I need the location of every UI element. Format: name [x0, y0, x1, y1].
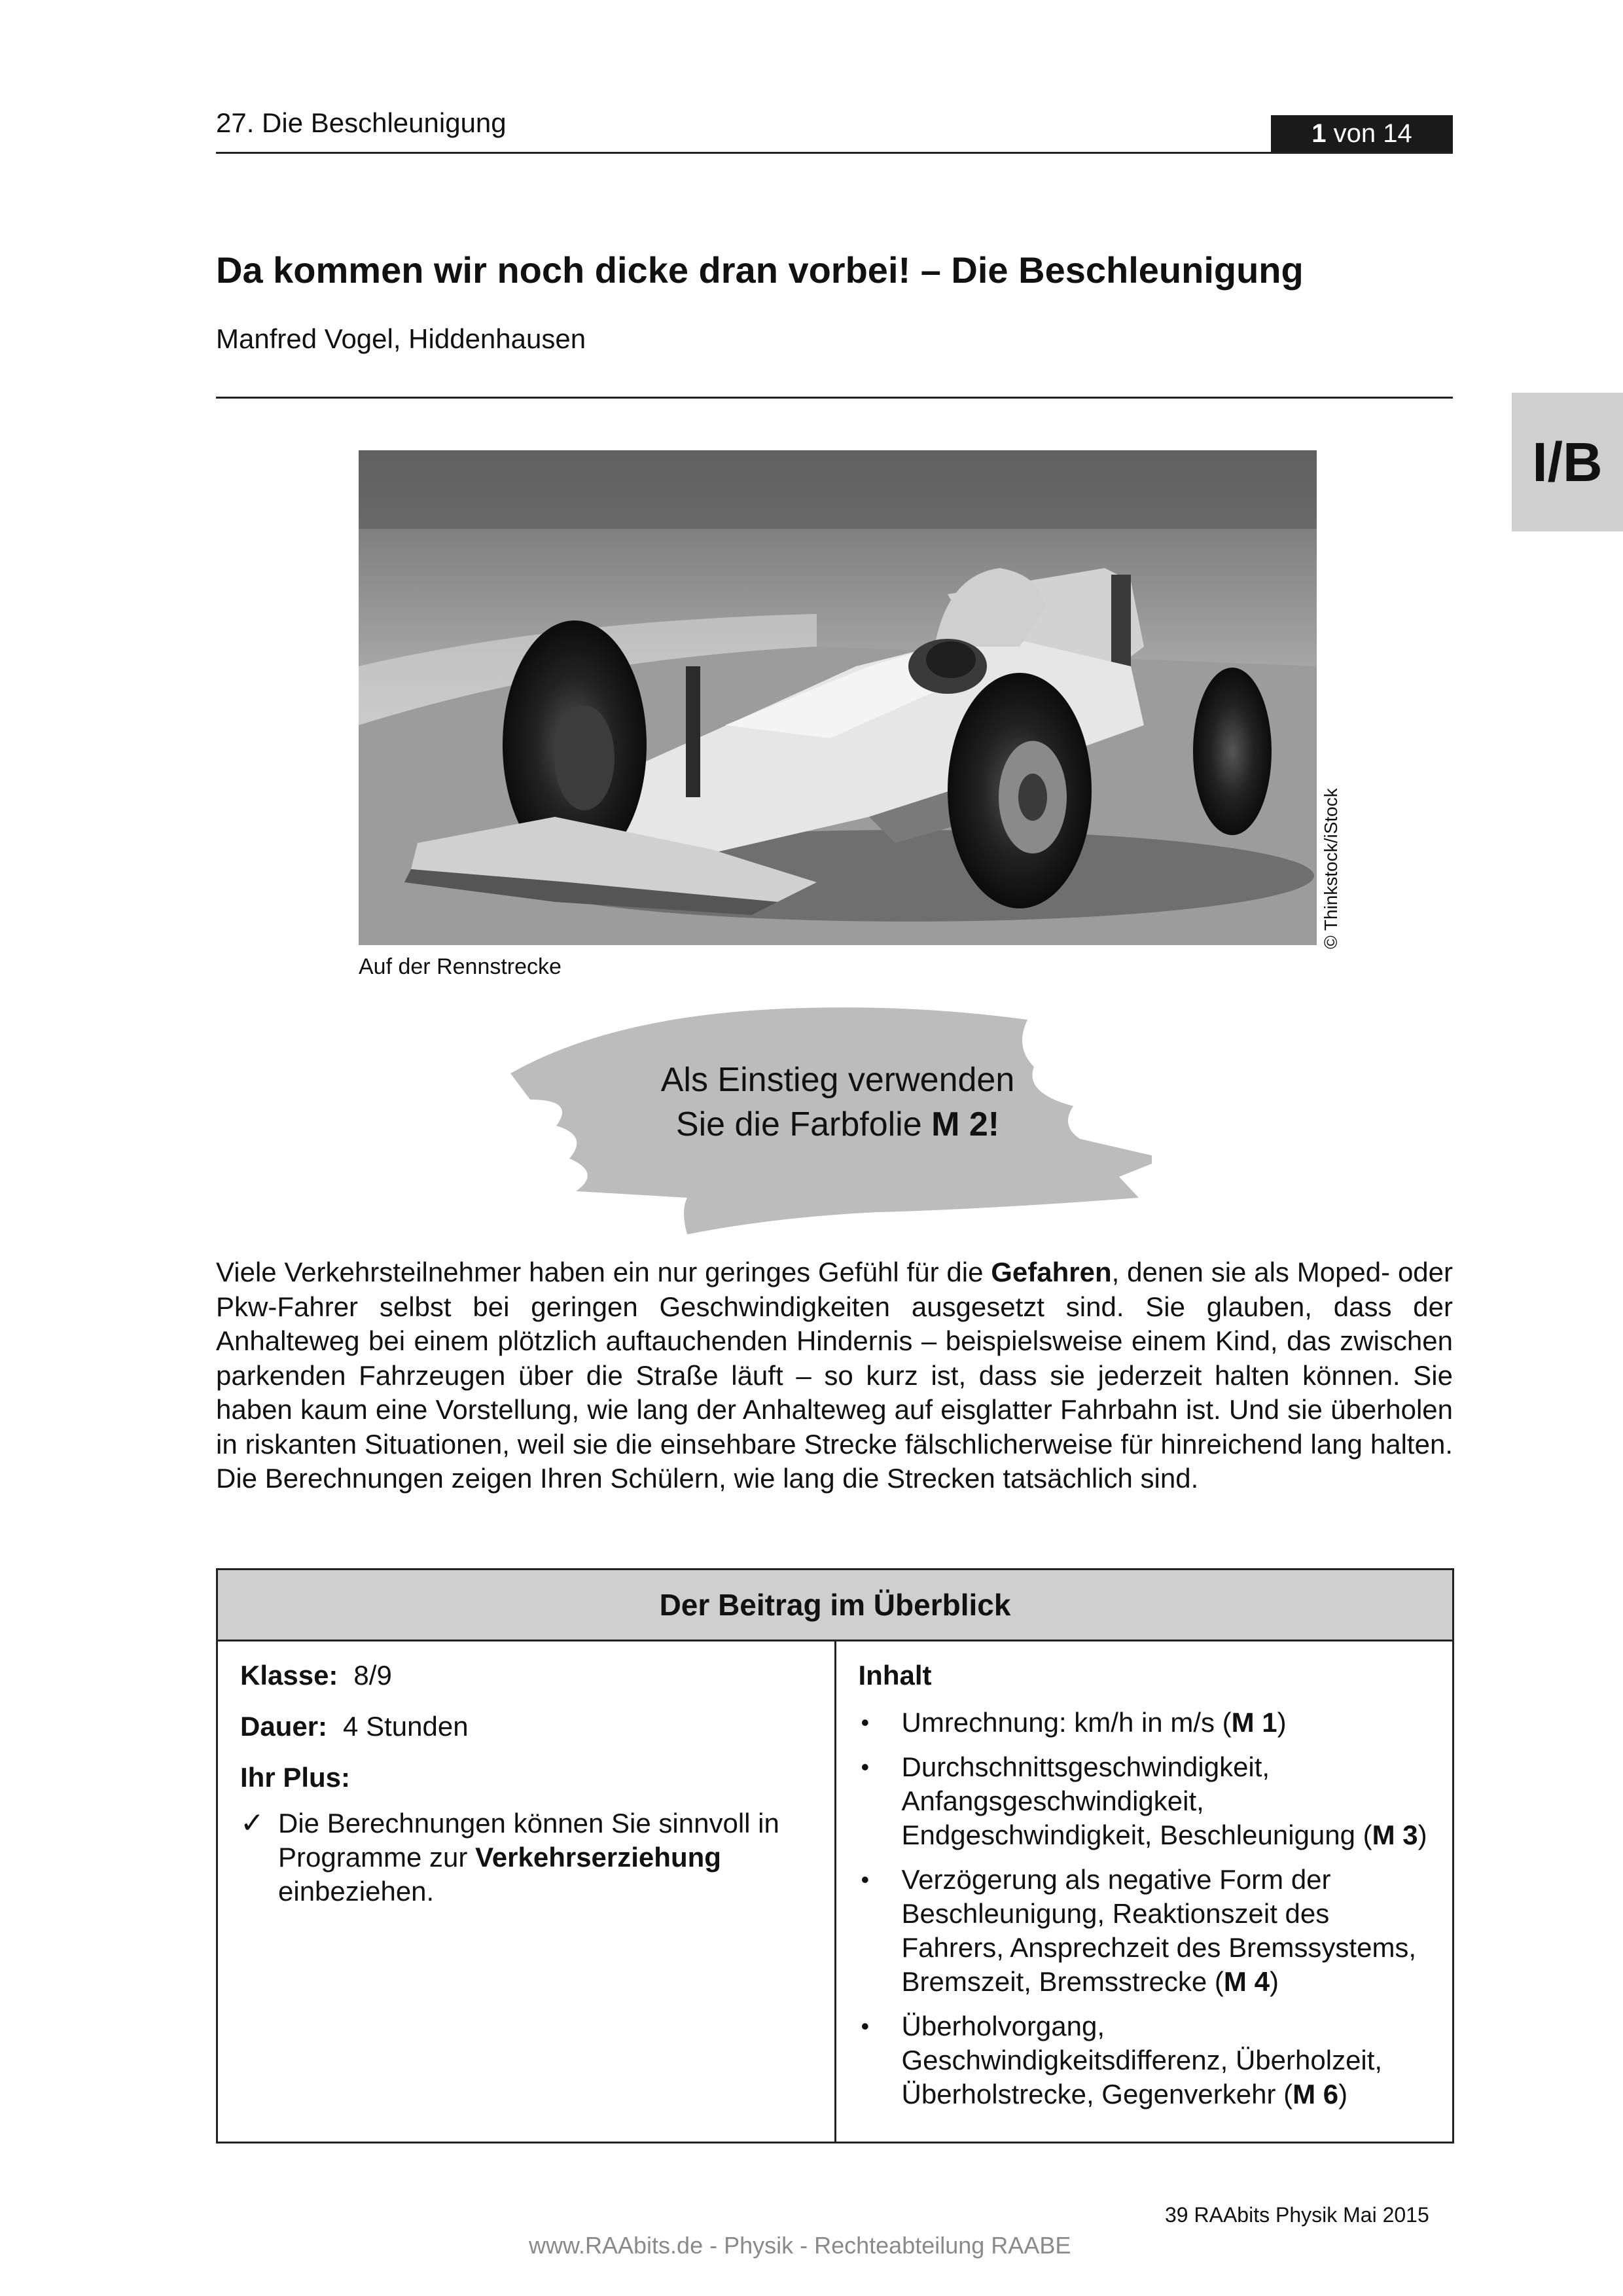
intro-paragraph	[216, 1255, 1453, 1496]
bullet-icon: •	[861, 2013, 870, 2039]
inhalt-item-text: Überholvorgang, Geschwindigkeitsdifferenz, Überholzeit, Überholstrecke, Gegenverkehr (	[901, 2011, 1383, 2109]
race-car-illustration	[359, 450, 1317, 945]
plus-text-1: Die Berechnungen können Sie sinnvoll in Programme zur	[278, 1808, 779, 1873]
plus-text	[278, 1806, 812, 1909]
inhalt-item-end: )	[1269, 1966, 1279, 1997]
race-car-photo	[359, 450, 1317, 945]
dauer-row	[240, 1711, 812, 1742]
page-total: von 14	[1333, 119, 1412, 148]
bullet-icon: •	[861, 1866, 870, 1893]
page-current: 1	[1311, 119, 1327, 148]
dauer-label: Dauer:	[240, 1711, 328, 1742]
inhalt-item-text: Umrechnung: km/h in m/s (	[901, 1707, 1232, 1738]
inhalt-list	[859, 1706, 1431, 2111]
inhalt-item-ref: M 3	[1372, 1820, 1418, 1850]
inhalt-item-end: )	[1418, 1820, 1427, 1850]
inhalt-item-ref: M 4	[1223, 1966, 1270, 1997]
inhalt-item-ref: M 1	[1231, 1707, 1277, 1738]
inhalt-item-end: )	[1277, 1707, 1287, 1738]
plus-label	[240, 1762, 812, 1793]
plus-text-bold: Verkehrserziehung	[475, 1842, 721, 1873]
banner-line-2	[576, 1102, 1099, 1147]
plus-item	[240, 1806, 812, 1909]
header-divider	[216, 152, 1453, 154]
watermark-text: www.RAAbits.de - Physik - Rechteabteilung RAABE	[529, 2232, 1071, 2259]
inhalt-item-end: )	[1338, 2079, 1348, 2109]
checkmark-icon: ✓	[240, 1807, 264, 1839]
inhalt-item-ref: M 6	[1293, 2079, 1339, 2109]
bullet-icon: •	[861, 1709, 870, 1736]
klasse-value: 8/9	[353, 1660, 392, 1691]
intro-text-2: , denen sie als Moped- oder Pkw-Fahrer selbst bei geringen Geschwindigkeiten ausgesetzt sind. Sie glauben, dass der Anhalteweg bei einem plötzlich auftauchenden Hindernis – beispielsweise einem Kind, das zwischen parkenden Fahrzeugen über die Straße läuft – so kurz ist, dass sie jederzeit halten können. Sie haben kaum eine Vorstellung, wie lang der Anhalteweg auf eisglatter Fahrbahn ist. Und sie überholen in riskanten Situationen, weil sie die einsehbare Strecke fälschlicherweise für hinreichend lang halten. Die Berechnungen zeigen Ihren Schülern, wie lang die Strecken tatsächlich sind.	[216, 1257, 1454, 1494]
dauer-value: 4 Stunden	[343, 1711, 469, 1742]
overview-left-cell	[217, 1641, 836, 2143]
inhalt-label: Inhalt	[858, 1660, 932, 1691]
title-divider	[216, 397, 1453, 399]
banner-line-2-text: Sie die Farbfolie	[675, 1105, 932, 1143]
overview-right-cell	[835, 1641, 1454, 2143]
inhalt-item-text: Durchschnittsgeschwindigkeit, Anfangsgeschwindigkeit, Endgeschwindigkeit, Beschleunigung (	[901, 1751, 1372, 1850]
photo-caption: Auf der Rennstrecke	[359, 954, 562, 979]
inhalt-item	[859, 1863, 1431, 1999]
inhalt-item	[859, 1750, 1431, 1852]
section-tab: I/B	[1512, 393, 1623, 531]
chapter-title: 27. Die Beschleunigung	[216, 107, 507, 138]
instruction-banner	[576, 1058, 1099, 1147]
banner-line-1: Als Einstieg verwenden	[660, 1061, 1015, 1099]
photo-credit: © Thinkstock/iStock	[1321, 788, 1341, 949]
banner-material-ref: M 2!	[931, 1105, 1000, 1143]
author-line: Manfred Vogel, Hiddenhausen	[216, 323, 586, 354]
overview-heading: Der Beitrag im Überblick	[217, 1570, 1454, 1641]
inhalt-item	[859, 1706, 1431, 1740]
inhalt-item	[859, 2009, 1431, 2111]
page-title: Da kommen wir noch dicke dran vorbei! – Die Beschleunigung	[216, 249, 1304, 291]
intro-text-1: Viele Verkehrsteilnehmer haben ein nur geringes Gefühl für die	[216, 1257, 991, 1287]
plus-label-text: Ihr Plus:	[240, 1762, 351, 1793]
page-indicator	[1271, 115, 1453, 152]
klasse-label: Klasse:	[240, 1660, 338, 1691]
intro-bold: Gefahren	[991, 1257, 1112, 1287]
bullet-icon: •	[861, 1753, 870, 1780]
plus-text-2: einbeziehen.	[278, 1876, 435, 1907]
inhalt-item-text: Verzögerung als negative Form der Beschleunigung, Reaktionszeit des Fahrers, Ansprechzeit des Bremssystems, Bremszeit, Bremsstrecke (	[901, 1864, 1417, 1997]
issue-info: 39 RAAbits Physik Mai 2015	[1165, 2203, 1429, 2227]
overview-table	[216, 1568, 1454, 2144]
klasse-row	[240, 1660, 812, 1691]
